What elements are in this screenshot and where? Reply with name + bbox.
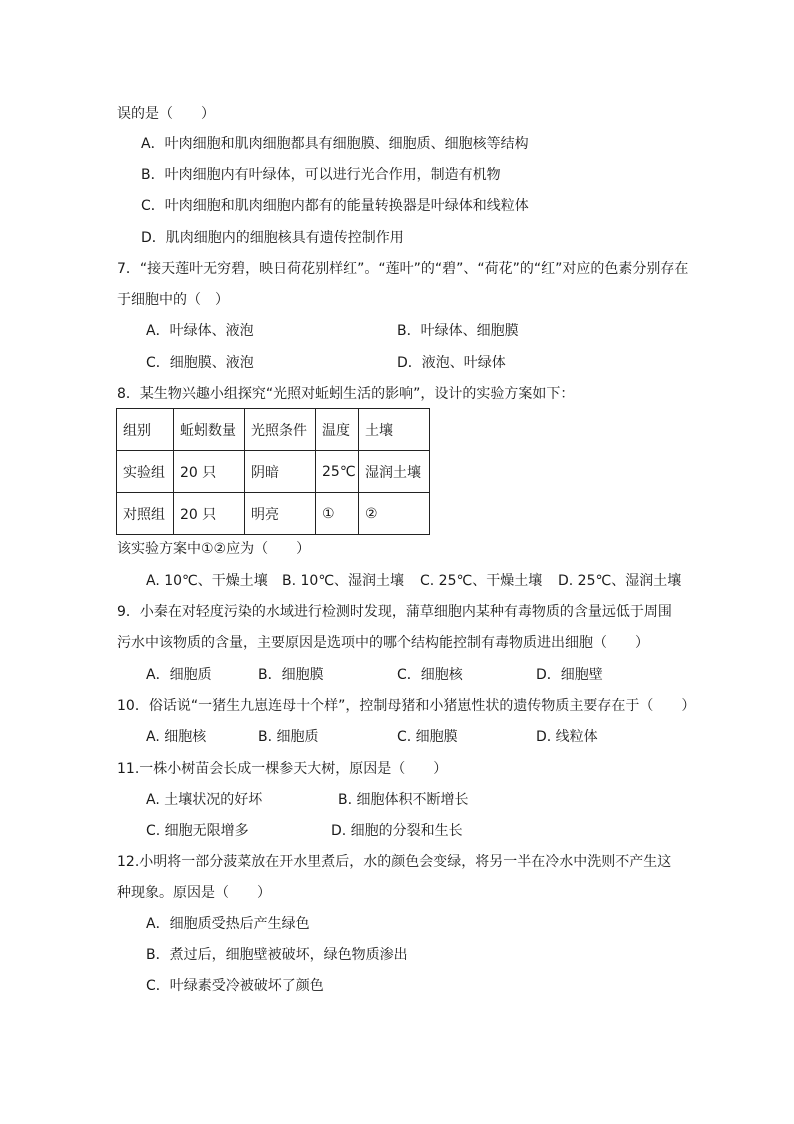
- q8-option-a: A. 10℃、干燥土壤: [146, 573, 268, 589]
- q12-option-c: C．叶绿素受冷被破坏了颜色: [146, 978, 324, 994]
- table-header-cell: 光照条件: [245, 409, 316, 451]
- q7-option-a: A．叶绿体、液泡: [146, 323, 254, 339]
- q12-option-a: A．细胞质受热后产生绿色: [146, 916, 310, 932]
- q8-stem: 8．某生物兴趣小组探究“光照对蚯蚓生活的影响”，设计的实验方案如下：: [117, 386, 575, 402]
- q7-option-b: B．叶绿体、细胞膜: [397, 323, 519, 339]
- table-cell: 对照组: [117, 493, 174, 535]
- table-header-cell: 蚯蚓数量: [174, 409, 245, 451]
- table-cell: 明亮: [245, 493, 316, 535]
- q6-option-c: C．叶肉细胞和肌肉细胞内都有的能量转换器是叶绿体和线粒体: [141, 198, 529, 214]
- q11-option-b: B. 细胞体积不断增长: [338, 792, 469, 808]
- table-cell: 20 只: [174, 493, 245, 535]
- q10-option-b: B. 细胞质: [258, 729, 319, 745]
- q9-option-b: B．细胞膜: [258, 667, 324, 683]
- q7-stem-line1: 7．“接天莲叶无穷碧，映日荷花别样红”。“莲叶”的“碧”、“荷花”的“红”对应的色素分别存在: [117, 261, 689, 277]
- q11-stem: 11.一株小树苗会长成一棵参天大树，原因是（ ）: [117, 761, 448, 777]
- table-cell: 实验组: [117, 451, 174, 493]
- table-header-row: [117, 409, 430, 451]
- q7-stem-line2: 于细胞中的（ ）: [117, 292, 229, 308]
- q10-option-c: C. 细胞膜: [397, 729, 458, 745]
- q9-option-a: A．细胞质: [146, 667, 212, 683]
- table-header-cell: 温度: [316, 409, 359, 451]
- table-cell: 25℃: [316, 451, 359, 493]
- q12-option-b: B．煮过后，细胞壁被破坏，绿色物质渗出: [146, 947, 408, 963]
- q9-option-c: C．细胞核: [397, 667, 463, 683]
- q12-stem-line1: 12.小明将一部分菠菜放在开水里煮后，水的颜色会变绿，将另一半在冷水中洗则不产生这: [117, 854, 672, 870]
- table-header-cell: 土壤: [359, 409, 430, 451]
- table-cell: ②: [359, 493, 430, 535]
- q8-option-b: B. 10℃、湿润土壤: [282, 573, 405, 589]
- q6-option-a: A．叶肉细胞和肌肉细胞都具有细胞膜、细胞质、细胞核等结构: [141, 136, 529, 152]
- q8-option-d: D. 25℃、湿润土壤: [558, 573, 682, 589]
- q9-option-d: D．细胞壁: [536, 667, 603, 683]
- table-row: [117, 451, 430, 493]
- q10-option-d: D. 线粒体: [536, 729, 598, 745]
- table-row: [117, 493, 430, 535]
- table-cell: ①: [316, 493, 359, 535]
- q11-option-a: A. 土壤状况的好坏: [146, 792, 263, 808]
- q7-option-d: D．液泡、叶绿体: [397, 355, 506, 371]
- q6-stem-continuation: 误的是（ ）: [117, 106, 215, 122]
- q11-option-d: D. 细胞的分裂和生长: [331, 823, 463, 839]
- q12-stem-line2: 种现象。原因是（ ）: [117, 885, 271, 901]
- table-cell: 湿润土壤: [359, 451, 430, 493]
- q10-option-a: A. 细胞核: [146, 729, 207, 745]
- q11-option-c: C. 细胞无限增多: [146, 823, 249, 839]
- q8-option-c: C. 25℃、干燥土壤: [420, 573, 543, 589]
- table-header-cell: 组别: [117, 409, 174, 451]
- q8-question: 该实验方案中①②应为（ ）: [117, 541, 311, 557]
- q6-option-b: B．叶肉细胞内有叶绿体，可以进行光合作用，制造有机物: [141, 167, 501, 183]
- table-cell: 20 只: [174, 451, 245, 493]
- q9-stem-line1: 9．小秦在对轻度污染的水域进行检测时发现，蒲草细胞内某种有毒物质的含量远低于周围: [117, 604, 672, 620]
- table-cell: 阴暗: [245, 451, 316, 493]
- q9-stem-line2: 污水中该物质的含量，主要原因是选项中的哪个结构能控制有毒物质进出细胞（ ）: [117, 635, 649, 651]
- q6-option-d: D．肌肉细胞内的细胞核具有遗传控制作用: [141, 230, 404, 246]
- experiment-table: [116, 408, 430, 535]
- q10-stem: 10．俗话说“一猪生九崽连母十个样”，控制母猪和小猪崽性状的遗传物质主要存在于（ ）: [117, 698, 696, 714]
- q7-option-c: C．细胞膜、液泡: [146, 355, 254, 371]
